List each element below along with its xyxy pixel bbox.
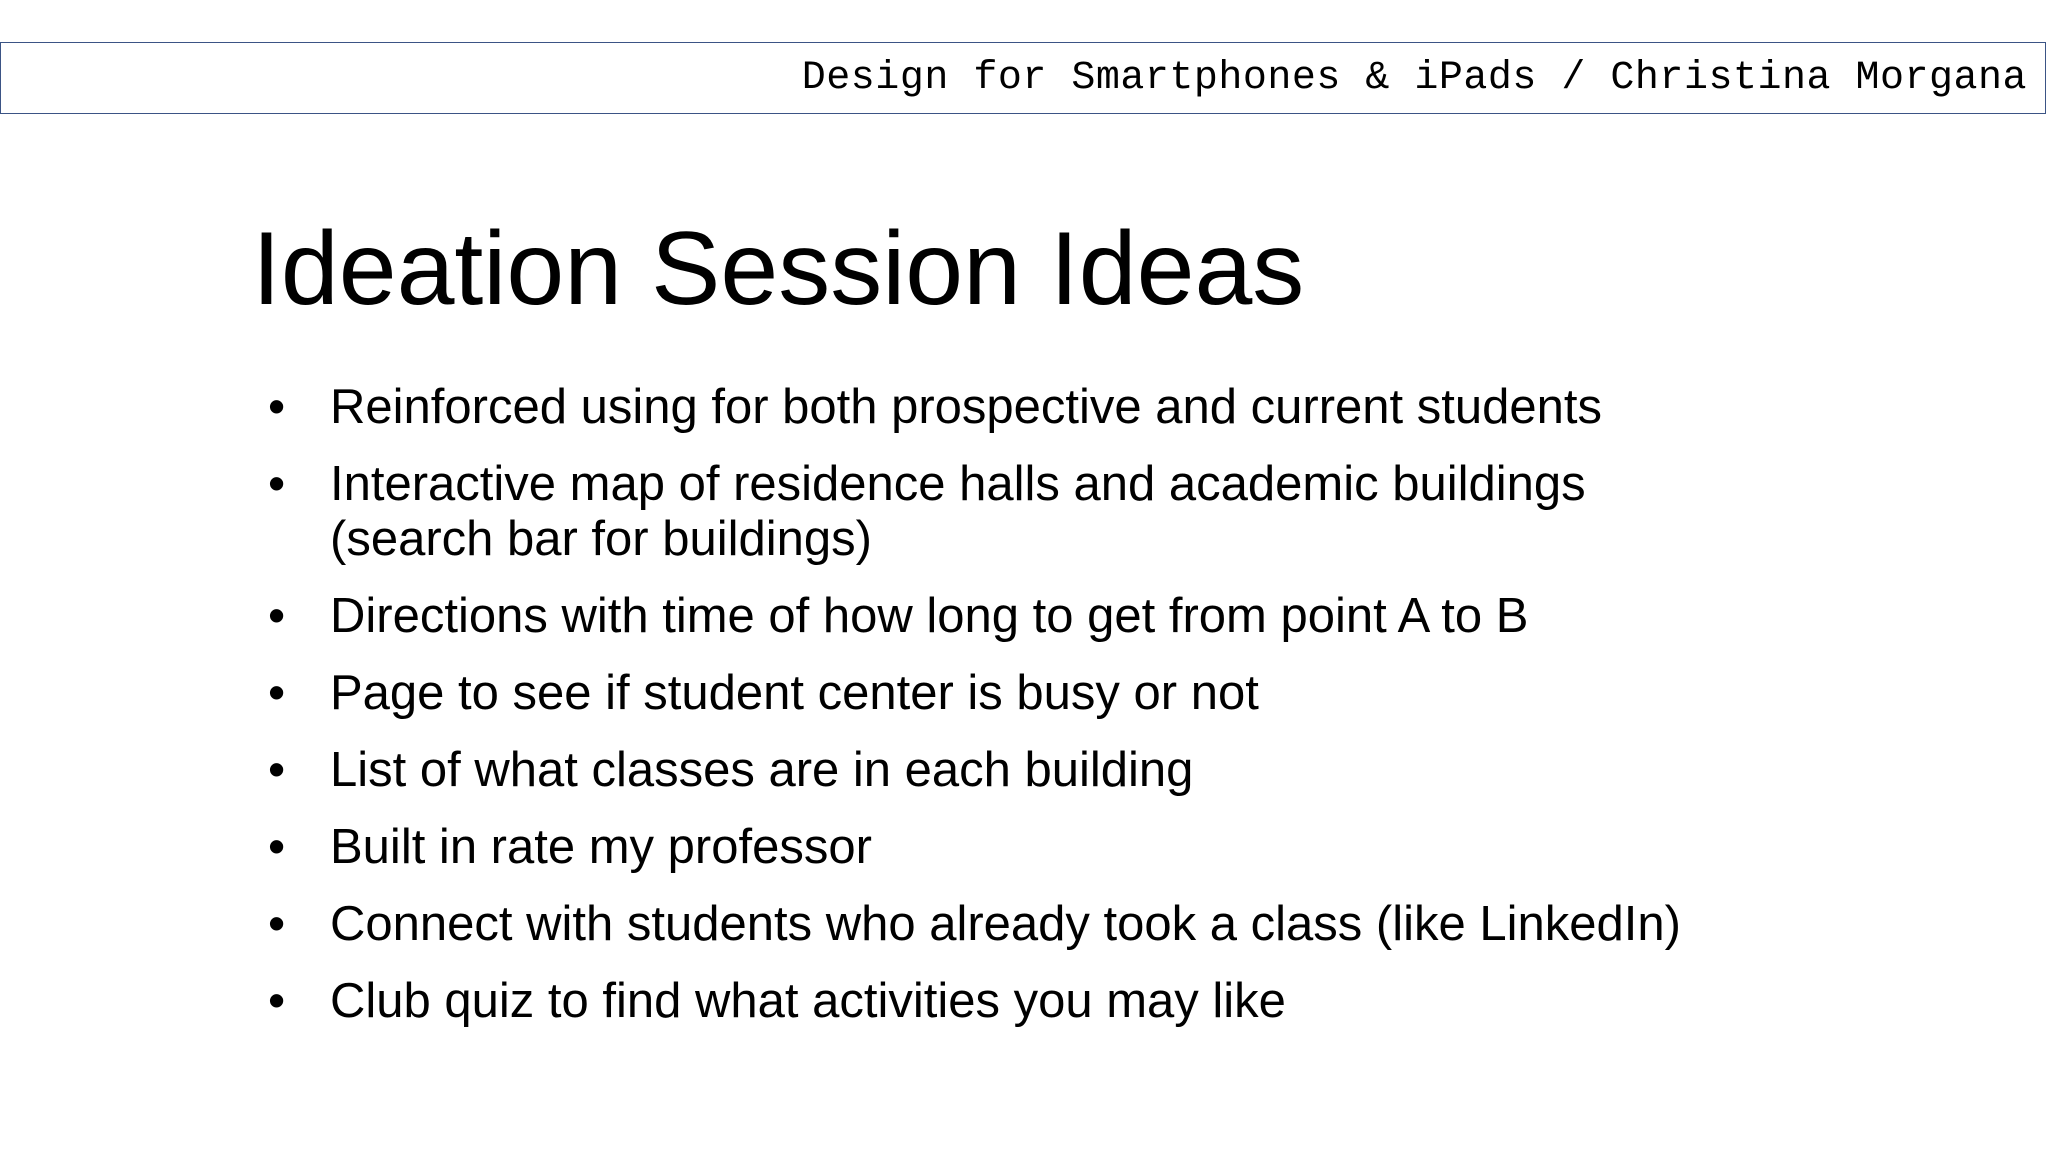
bullet-item	[268, 380, 1988, 435]
bullet-text	[330, 820, 1988, 875]
bullet-line: Page to see if student center is busy or not	[330, 666, 1259, 720]
bullet-icon: •	[268, 457, 286, 511]
bullet-line: Directions with time of how long to get from point A to B	[330, 589, 1529, 643]
bullet-line: Reinforced using for both prospective and current students	[330, 380, 1603, 434]
bullet-item	[268, 589, 1988, 644]
bullet-icon: •	[268, 743, 286, 797]
bullet-icon: •	[268, 380, 286, 434]
bullet-line: List of what classes are in each building	[330, 743, 1194, 797]
bullet-icon: •	[268, 666, 286, 720]
bullet-item	[268, 897, 1988, 952]
bullet-text	[330, 589, 1988, 644]
bullet-item	[268, 820, 1988, 875]
slide-title: Ideation Session Ideas	[252, 211, 1305, 327]
bullet-item	[268, 743, 1988, 798]
header-text: Design for Smartphones & iPads / Christina Morgana	[801, 55, 2027, 101]
bullet-item	[268, 457, 1988, 567]
bullet-line: Club quiz to find what activities you may like	[330, 974, 1286, 1028]
bullet-icon: •	[268, 820, 286, 874]
bullet-icon: •	[268, 589, 286, 643]
bullet-item	[268, 666, 1988, 721]
header-bar	[0, 42, 2046, 114]
bullet-line: Interactive map of residence halls and academic buildings	[330, 457, 1586, 511]
bullet-text	[330, 666, 1988, 721]
bullet-line: (search bar for buildings)	[330, 512, 872, 566]
bullet-text	[330, 897, 1988, 952]
bullet-line: Built in rate my professor	[330, 820, 872, 874]
bullet-text	[330, 457, 1988, 567]
bullet-item	[268, 974, 1988, 1029]
bullet-line: Connect with students who already took a class (like LinkedIn)	[330, 897, 1681, 951]
bullet-icon: •	[268, 974, 286, 1028]
bullet-text	[330, 380, 1988, 435]
bullet-text	[330, 743, 1988, 798]
bullet-text	[330, 974, 1988, 1029]
bullet-icon: •	[268, 897, 286, 951]
bullet-list	[268, 380, 1988, 1051]
